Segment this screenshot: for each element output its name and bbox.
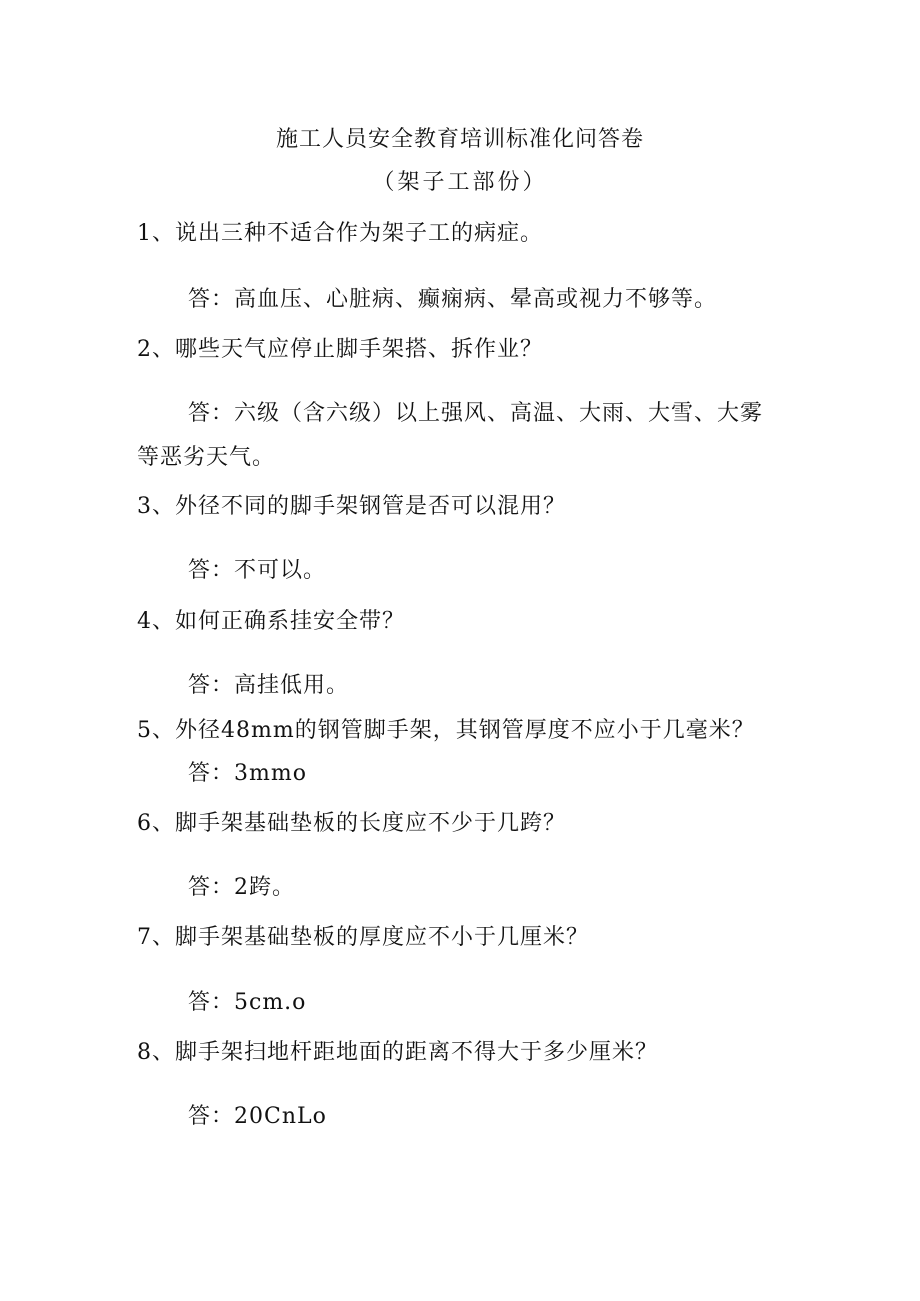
page-subtitle: （架子工部份） (372, 170, 548, 195)
question-6: 6、脚手架基础垫板的长度应不少于几跨？ (137, 811, 566, 836)
answer-2: 答：六级（含六级）以上强风、高温、大雨、大雪、大雾 (188, 401, 764, 426)
answer-8: 答：20CnLo (188, 1104, 327, 1129)
question-8: 8、脚手架扫地杆距地面的距离不得大于多少厘米？ (137, 1040, 658, 1065)
question-5: 5、外径48mm的钢管脚手架，其钢管厚度不应小于几毫米？ (137, 718, 755, 743)
question-4: 4、如何正确系挂安全带？ (137, 609, 405, 634)
answer-1: 答：高血压、心脏病、癫痫病、晕高或视力不够等。 (188, 287, 718, 312)
question-7: 7、脚手架基础垫板的厚度应不小于几厘米？ (137, 925, 589, 950)
question-2: 2、哪些天气应停止脚手架搭、拆作业？ (137, 337, 543, 362)
answer-5: 答：3mmo (188, 761, 307, 786)
question-1: 1、说出三种不适合作为架子工的病症。 (137, 221, 543, 246)
answer-2-continued: 等恶劣天气。 (137, 445, 276, 470)
answer-6: 答：2跨。 (188, 875, 295, 900)
page-title: 施工人员安全教育培训标准化问答卷 (275, 127, 644, 152)
question-3: 3、外径不同的脚手架钢管是否可以混用？ (137, 494, 566, 519)
answer-7: 答：5cm.o (188, 990, 307, 1015)
answer-3: 答：不可以。 (188, 558, 327, 583)
answer-4: 答：高挂低用。 (188, 673, 350, 698)
